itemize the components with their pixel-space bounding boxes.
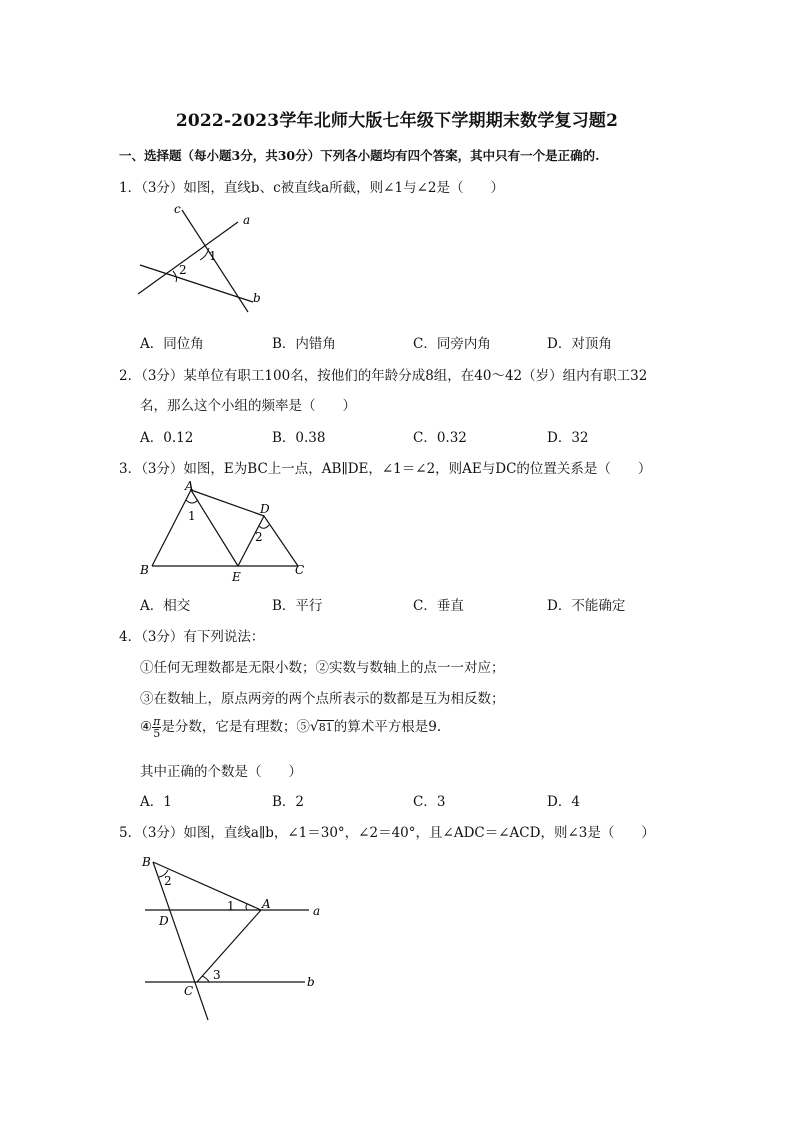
question-3-option-b: B．平行: [272, 598, 323, 614]
label-angle-1: 1: [209, 249, 217, 263]
question-3-option-a: A．相交: [140, 598, 191, 614]
label-angle-2: 2: [255, 530, 263, 544]
question-2-option-b: B．0.38: [272, 430, 326, 446]
label-c: c: [174, 202, 181, 216]
fraction-denominator: 5: [153, 727, 161, 740]
question-1-figure: [130, 198, 270, 326]
question-5-figure: [135, 848, 335, 1023]
question-4-question: 其中正确的个数是（ ）: [140, 764, 302, 780]
sqrt-sign-icon: √: [309, 719, 319, 735]
label-E: E: [232, 570, 241, 584]
question-2-text-1: 2．（3分）某单位有职工100名，按他们的年龄分成8组，在40～42（岁）组内有职工32: [119, 368, 648, 384]
item-4-middle: 是分数，它是有理数；⑤: [161, 719, 310, 735]
angle-1-arc: [186, 500, 198, 503]
question-4-option-d: D．4: [547, 794, 580, 810]
angle-1-arc: [246, 904, 247, 910]
question-1-option-b: B．内错角: [272, 336, 336, 352]
question-4-option-c: C．3: [413, 794, 446, 810]
question-2-option-c: C．0.32: [413, 430, 467, 446]
question-3-figure: [135, 478, 315, 588]
label-D: D: [159, 914, 169, 928]
label-b: b: [253, 291, 261, 305]
label-B: B: [142, 855, 151, 869]
question-2-option-d: D．32: [547, 430, 589, 446]
question-5-text: 5．（3分）如图，直线a∥b，∠1＝30°，∠2＝40°，且∠ADC＝∠ACD，则∠3是（ ）: [119, 825, 655, 841]
question-3-option-d: D．不能确定: [547, 598, 626, 614]
question-1-text: 1．（3分）如图，直线b、c被直线a所截，则∠1与∠2是（ ）: [119, 180, 504, 196]
label-B: B: [140, 563, 149, 577]
triangle-lines: [152, 490, 298, 566]
label-angle-3: 3: [213, 968, 221, 982]
line-bc: [153, 862, 208, 1020]
question-2-text-2: 名，那么这个小组的频率是（ ）: [140, 398, 356, 414]
question-1-option-a: A．同位角: [140, 336, 204, 352]
label-b: b: [307, 975, 315, 989]
section-heading: 一、选择题（每小题3分，共30分）下列各小题均有四个答案，其中只有一个是正确的.: [119, 148, 600, 163]
angle-3-arc: [202, 976, 209, 982]
line-b: [140, 265, 253, 302]
label-C: C: [184, 984, 194, 998]
question-1-option-c: C．同旁内角: [413, 336, 491, 352]
sqrt-radicand: 81: [318, 721, 333, 734]
label-angle-2: 2: [164, 874, 172, 888]
question-4-item-1-2: ①任何无理数都是无限小数；②实数与数轴上的点一一对应；: [140, 660, 505, 676]
angle-2-arc: [259, 525, 269, 528]
label-A: A: [262, 897, 271, 911]
question-4-item-4-5: [140, 715, 441, 739]
question-2-option-a: A．0.12: [140, 430, 194, 446]
label-A: A: [185, 479, 194, 493]
question-1-option-d: D．对顶角: [547, 336, 612, 352]
line-a: [138, 222, 238, 294]
item-5-suffix: 的算术平方根是9.: [333, 719, 442, 735]
label-D: D: [260, 502, 270, 516]
line-ac: [197, 910, 261, 982]
question-4-text: 4．（3分）有下列说法：: [119, 629, 265, 645]
item-4-prefix: ④: [140, 719, 153, 735]
line-ad: [191, 490, 264, 516]
question-4-option-b: B．2: [272, 794, 305, 810]
pi-over-5-fraction: [152, 716, 161, 739]
question-4-option-a: A．1: [140, 794, 172, 810]
question-4-item-3: ③在数轴上，原点两旁的两个点所表示的数都是互为相反数；: [140, 691, 505, 707]
label-angle-1: 1: [227, 899, 235, 913]
label-angle-1: 1: [188, 509, 196, 523]
page-title: 2022-2023学年北师大版七年级下学期期末数学复习题2: [175, 111, 619, 131]
label-C: C: [295, 563, 305, 577]
question-3-text: 3．（3分）如图，E为BC上一点，AB∥DE，∠1＝∠2，则AE与DC的位置关系是（ ）: [119, 461, 652, 477]
fraction-numerator: π: [153, 715, 161, 728]
label-a: a: [313, 904, 321, 918]
label-angle-2: 2: [179, 263, 187, 277]
question-3-option-c: C．垂直: [413, 598, 464, 614]
label-a: a: [243, 213, 251, 227]
